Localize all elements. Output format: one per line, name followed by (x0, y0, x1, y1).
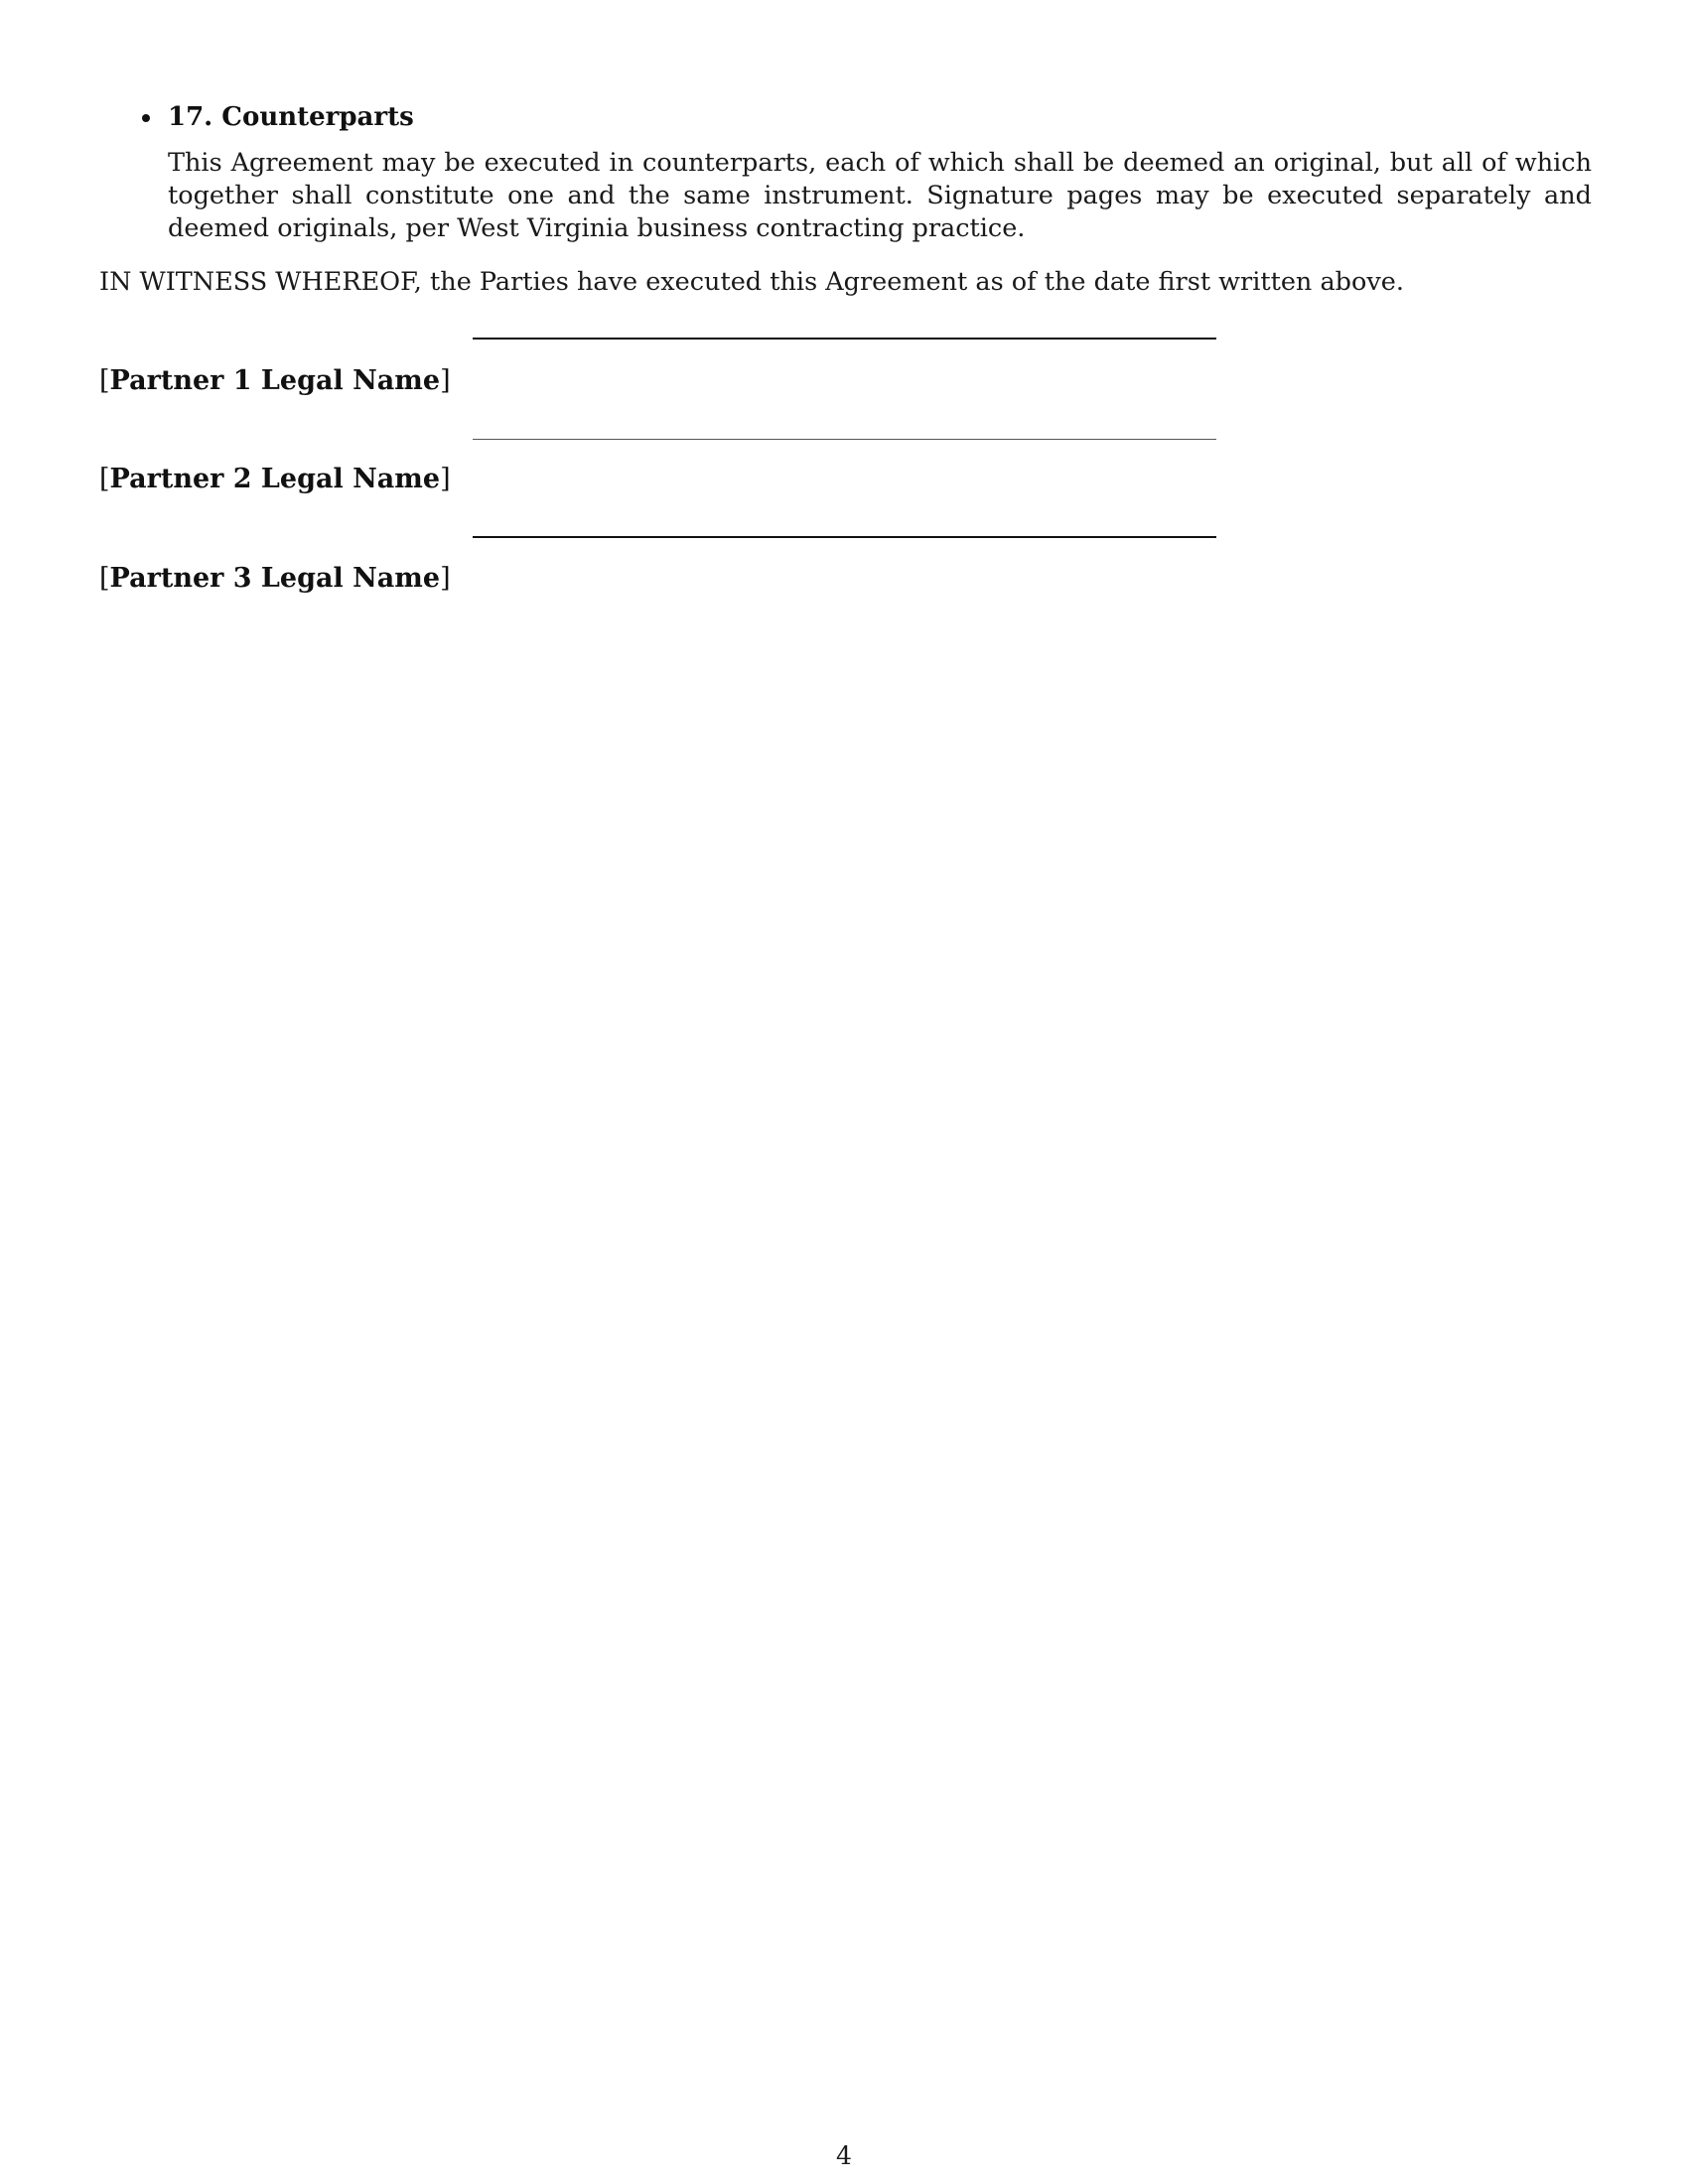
page-number: 4 (836, 2141, 852, 2170)
bullet-icon (142, 114, 150, 122)
signatory-name-partner-1 (99, 361, 451, 401)
signature-line-partner-1 (473, 338, 1216, 340)
section-counterparts (97, 97, 1592, 245)
witness-statement: IN WITNESS WHEREOF, the Parties have executed this Agreement as of the date first written above. (99, 267, 1404, 297)
signature-line-partner-2 (473, 439, 1216, 440)
bracket-close: ] (440, 563, 451, 594)
section-heading (97, 97, 1592, 137)
bracket-open: [ (99, 563, 110, 594)
section-body: This Agreement may be executed in counterparts, each of which shall be deemed an original, but all of which together shall constitute one and the same instrument. Signature pages may be executed separately and deemed originals, per West Virginia business contracting practice. (168, 148, 1592, 243)
section-heading-text: 17. Counterparts (168, 102, 414, 132)
bracket-open: [ (99, 464, 110, 494)
signatory-label: Partner 2 Legal Name (109, 464, 441, 494)
bracket-close: ] (440, 464, 451, 494)
signatory-label: Partner 3 Legal Name (109, 563, 441, 594)
bracket-open: [ (99, 365, 110, 396)
signatory-name-partner-2 (99, 460, 451, 499)
signatory-name-partner-3 (99, 559, 451, 599)
signature-line-partner-3 (473, 536, 1216, 538)
bracket-close: ] (440, 365, 451, 396)
signatory-label: Partner 1 Legal Name (109, 365, 441, 396)
